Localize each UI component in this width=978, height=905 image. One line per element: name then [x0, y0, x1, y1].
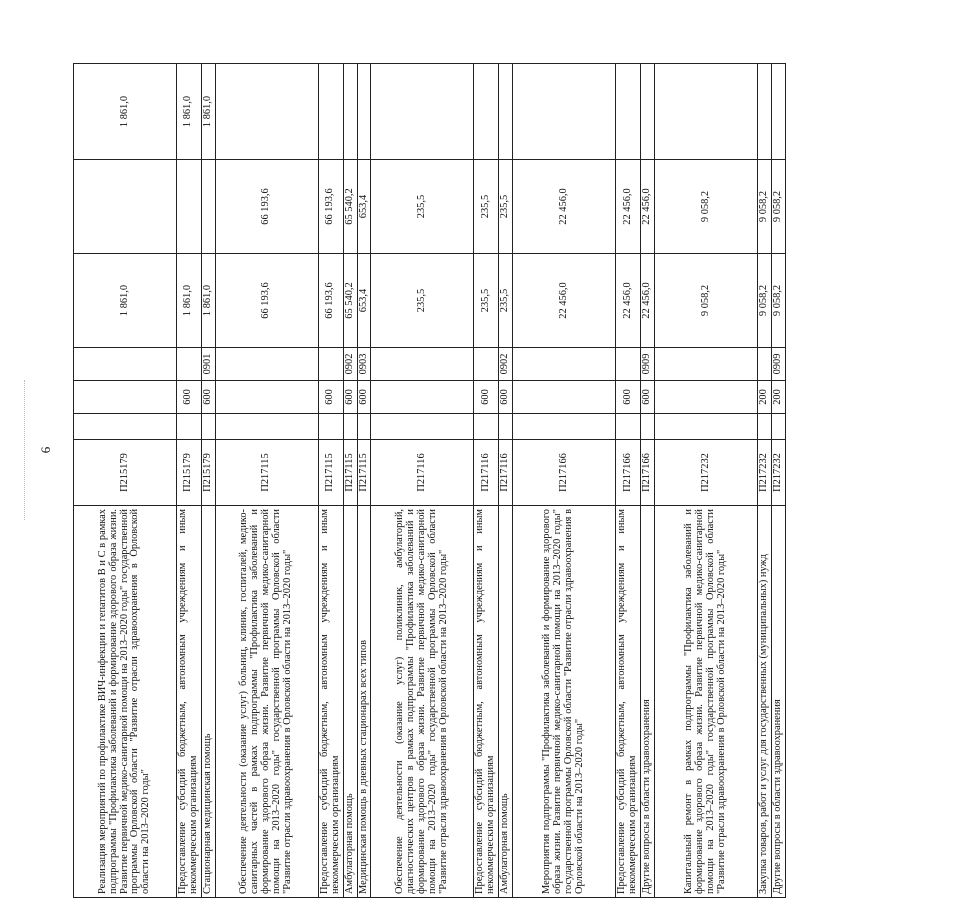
spacer-cell	[757, 414, 771, 440]
table-row	[616, 64, 641, 898]
amount-total-cell: 22 456,0	[513, 254, 616, 348]
spacer-cell	[641, 414, 655, 440]
expense-name-cell: Другие вопросы в области здравоохранения	[771, 506, 785, 898]
expense-name-cell: Предоставление субсидий бюджетным, автономным учреждениям и иным некоммерческим организациям	[318, 506, 343, 898]
expense-name-cell: Амбулаторная помощь	[343, 506, 357, 898]
amount-total-cell: 22 456,0	[641, 254, 655, 348]
amount-federal-cell	[357, 64, 371, 160]
table-row	[474, 64, 499, 898]
table-row	[641, 64, 655, 898]
spacer-cell	[201, 414, 215, 440]
amount-regional-cell: 22 456,0	[616, 160, 641, 254]
budget-table	[73, 63, 786, 898]
expense-name-cell: Предоставление субсидий бюджетным, автономным учреждениям и иным некоммерческим организациям	[474, 506, 499, 898]
spacer-cell	[513, 414, 616, 440]
expense-name-cell: Обеспечение деятельности (оказание услуг) поликлиник, амбулаторий, диагностических центров в рамках подпрограммы "Профилактика заболеваний и формирование здорового образа жизни. Развитие первичной медико-санитарной помощи на 2013–2020 годы" государственной программы Орловской области "Развитие отрасли здравоохранения в Орловской области на 2013–2020 годы"	[371, 506, 474, 898]
table-row	[215, 64, 318, 898]
amount-federal-cell: 1 861,0	[74, 64, 177, 160]
amount-regional-cell: 22 456,0	[513, 160, 616, 254]
table-row	[318, 64, 343, 898]
amount-federal-cell	[616, 64, 641, 160]
section-code-cell	[371, 348, 474, 381]
amount-total-cell: 235,5	[499, 254, 513, 348]
amount-total-cell: 1 861,0	[201, 254, 215, 348]
target-article-cell: П217115	[318, 440, 343, 506]
amount-total-cell: 22 456,0	[616, 254, 641, 348]
expense-name-cell: Предоставление субсидий бюджетным, автономным учреждениям и иным некоммерческим организациям	[177, 506, 202, 898]
section-code-cell	[513, 348, 616, 381]
target-article-cell: П217116	[499, 440, 513, 506]
amount-total-cell: 235,5	[474, 254, 499, 348]
amount-regional-cell: 235,5	[474, 160, 499, 254]
section-code-cell	[616, 348, 641, 381]
expense-name-cell: Амбулаторная помощь	[499, 506, 513, 898]
section-code-cell	[74, 348, 177, 381]
amount-federal-cell	[474, 64, 499, 160]
spacer-cell	[215, 414, 318, 440]
expense-name-cell: Обеспечение деятельности (оказание услуг) больниц, клиник, госпиталей, медико-санитарных частей в рамках подпрограммы "Профилактика заболеваний и формирование здорового образа жизни. Развитие первичной медико-санитарной помощи на 2013–2020 годы" государственной программы Орловской области "Развитие отрасли здравоохранения в Орловской области на 2013–2020 годы"	[215, 506, 318, 898]
budget-table-body	[74, 64, 786, 898]
amount-total-cell: 65 540,2	[343, 254, 357, 348]
target-article-cell: П217116	[474, 440, 499, 506]
section-code-cell: 0902	[343, 348, 357, 381]
amount-total-cell: 9 058,2	[757, 254, 771, 348]
spacer-cell	[371, 414, 474, 440]
target-article-cell: П215179	[74, 440, 177, 506]
amount-regional-cell: 22 456,0	[641, 160, 655, 254]
target-article-cell: П217166	[616, 440, 641, 506]
target-article-cell: П217166	[641, 440, 655, 506]
table-row	[654, 64, 757, 898]
amount-federal-cell	[343, 64, 357, 160]
target-article-cell: П215179	[177, 440, 202, 506]
target-article-cell: П217232	[757, 440, 771, 506]
amount-regional-cell: 65 540,2	[343, 160, 357, 254]
amount-regional-cell: 66 193,6	[318, 160, 343, 254]
amount-regional-cell: 235,5	[371, 160, 474, 254]
target-article-cell: П217115	[357, 440, 371, 506]
target-article-cell: П217115	[215, 440, 318, 506]
table-row	[513, 64, 616, 898]
scan-margin-marks	[24, 380, 31, 520]
target-article-cell: П217115	[343, 440, 357, 506]
spacer-cell	[74, 414, 177, 440]
amount-federal-cell	[318, 64, 343, 160]
amount-total-cell: 66 193,6	[215, 254, 318, 348]
amount-regional-cell: 9 058,2	[654, 160, 757, 254]
amount-regional-cell	[74, 160, 177, 254]
target-article-cell: П217166	[513, 440, 616, 506]
table-row	[757, 64, 771, 898]
page-number: 6	[38, 446, 53, 454]
target-article-cell: П217232	[654, 440, 757, 506]
amount-federal-cell	[771, 64, 785, 160]
table-row	[343, 64, 357, 898]
spacer-cell	[474, 414, 499, 440]
amount-total-cell: 9 058,2	[654, 254, 757, 348]
expense-type-cell: 600	[616, 381, 641, 414]
expense-name-cell: Мероприятия подпрограммы "Профилактика заболеваний и формирование здорового образа жизни. Развитие первичной медико-санитарной помощи на 2013–2020 годы" государственной программы Орловской области "Развитие отрасли здравоохранения в Орловской области на 2013–2020 годы"	[513, 506, 616, 898]
expense-type-cell: 200	[771, 381, 785, 414]
target-article-cell: П215179	[201, 440, 215, 506]
amount-federal-cell	[641, 64, 655, 160]
expense-type-cell: 600	[357, 381, 371, 414]
spacer-cell	[177, 414, 202, 440]
expense-name-cell: Капитальный ремонт в рамках подпрограммы "Профилактика заболеваний и формирование здорового образа жизни. Развитие первичной медико-санитарной помощи на 2013–2020 годы" государственной программы Орловской области "Развитие отрасли здравоохранения в Орловской области на 2013–2020 годы"	[654, 506, 757, 898]
expense-type-cell	[371, 381, 474, 414]
expense-name-cell: Медицинская помощь в дневных стационарах всех типов	[357, 506, 371, 898]
amount-federal-cell	[757, 64, 771, 160]
expense-name-cell: Стационарная медицинская помощь	[201, 506, 215, 898]
amount-regional-cell: 235,5	[499, 160, 513, 254]
section-code-cell	[654, 348, 757, 381]
target-article-cell: П217116	[371, 440, 474, 506]
table-row	[74, 64, 177, 898]
table-row	[499, 64, 513, 898]
expense-name-cell: Другие вопросы в области здравоохранения	[641, 506, 655, 898]
amount-federal-cell	[215, 64, 318, 160]
table-row	[771, 64, 785, 898]
expense-type-cell: 600	[201, 381, 215, 414]
spacer-cell	[318, 414, 343, 440]
section-code-cell: 0901	[201, 348, 215, 381]
expense-type-cell	[654, 381, 757, 414]
amount-regional-cell: 9 058,2	[771, 160, 785, 254]
amount-total-cell: 1 861,0	[177, 254, 202, 348]
section-code-cell: 0902	[499, 348, 513, 381]
spacer-cell	[499, 414, 513, 440]
expense-type-cell: 600	[474, 381, 499, 414]
section-code-cell	[318, 348, 343, 381]
section-code-cell: 0903	[357, 348, 371, 381]
amount-federal-cell	[371, 64, 474, 160]
section-code-cell	[757, 348, 771, 381]
expense-name-cell: Предоставление субсидий бюджетным, автономным учреждениям и иным некоммерческим организациям	[616, 506, 641, 898]
amount-regional-cell: 66 193,6	[215, 160, 318, 254]
table-row	[177, 64, 202, 898]
expense-type-cell: 600	[499, 381, 513, 414]
expense-type-cell: 600	[318, 381, 343, 414]
section-code-cell	[177, 348, 202, 381]
amount-regional-cell: 9 058,2	[757, 160, 771, 254]
target-article-cell: П217232	[771, 440, 785, 506]
amount-federal-cell	[654, 64, 757, 160]
section-code-cell	[474, 348, 499, 381]
amount-federal-cell	[513, 64, 616, 160]
amount-federal-cell: 1 861,0	[177, 64, 202, 160]
amount-total-cell: 235,5	[371, 254, 474, 348]
amount-total-cell: 1 861,0	[74, 254, 177, 348]
table-row	[357, 64, 371, 898]
section-code-cell: 0909	[771, 348, 785, 381]
spacer-cell	[357, 414, 371, 440]
section-code-cell: 0909	[641, 348, 655, 381]
spacer-cell	[771, 414, 785, 440]
spacer-cell	[654, 414, 757, 440]
section-code-cell	[215, 348, 318, 381]
expense-type-cell: 600	[177, 381, 202, 414]
table-row	[201, 64, 215, 898]
amount-regional-cell: 653,4	[357, 160, 371, 254]
table-row	[371, 64, 474, 898]
expense-type-cell	[74, 381, 177, 414]
amount-total-cell: 9 058,2	[771, 254, 785, 348]
expense-type-cell	[513, 381, 616, 414]
amount-federal-cell	[499, 64, 513, 160]
expense-type-cell: 200	[757, 381, 771, 414]
amount-total-cell: 66 193,6	[318, 254, 343, 348]
amount-regional-cell	[201, 160, 215, 254]
expense-name-cell: Закупка товаров, работ и услуг для государственных (муниципальных) нужд	[757, 506, 771, 898]
expense-type-cell	[215, 381, 318, 414]
expense-name-cell: Реализация мероприятий по профилактике ВИЧ-инфекции и гепатитов B и C в рамках подпрограммы "Профилактика заболеваний и формирование здорового образа жизни. Развитие первичной медико-санитарной помощи на 2013–2020 годы" государственной программы Орловской области "Развитие отрасли здравоохранения в Орловской области на 2013–2020 годы"	[74, 506, 177, 898]
expense-type-cell: 600	[641, 381, 655, 414]
amount-total-cell: 653,4	[357, 254, 371, 348]
amount-regional-cell	[177, 160, 202, 254]
rotated-table-container	[73, 64, 783, 898]
expense-type-cell: 600	[343, 381, 357, 414]
spacer-cell	[616, 414, 641, 440]
amount-federal-cell: 1 861,0	[201, 64, 215, 160]
spacer-cell	[343, 414, 357, 440]
